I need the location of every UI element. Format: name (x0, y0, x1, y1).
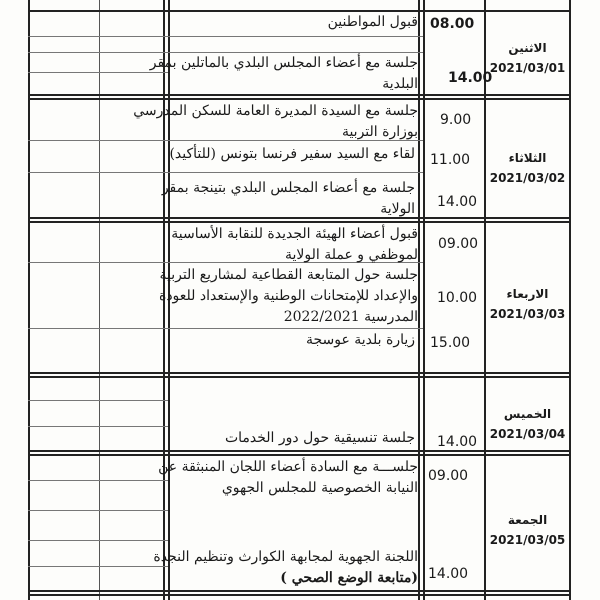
column-divider (418, 0, 420, 600)
event-time: 15.00 (430, 335, 471, 351)
day-separator (28, 454, 571, 456)
event-time: 14.00 (428, 566, 469, 582)
event-time: 09.00 (428, 468, 469, 484)
day-name: الخميس (503, 407, 552, 421)
event-text: قبول أعضاء الهيئة الجديدة للنقابة الأساسية لموظفي و عملة الولاية (171, 226, 418, 263)
column-divider (423, 0, 425, 600)
day-date: 2021/03/03 (489, 307, 566, 321)
row-divider (28, 510, 168, 511)
event-time: 11.00 (430, 152, 471, 168)
day-name: الجمعة (507, 513, 548, 527)
row-divider (28, 540, 168, 541)
day-separator (28, 221, 571, 223)
day-separator (28, 376, 571, 378)
row-divider (28, 328, 423, 329)
event-time: 9.00 (440, 112, 472, 128)
event-time: 14.00 (437, 194, 478, 210)
event-text: اللجنة الجهوية لمجابهة الكوارث وتنظيم النجدة (متابعة الوضع الصحي ) (153, 549, 418, 586)
event-time: 09.00 (438, 236, 479, 252)
event-time: 10.00 (437, 290, 478, 306)
event-text: زيارة بلدية عوسجة (305, 332, 415, 348)
day-name: الاربعاء (506, 287, 549, 301)
day-separator (28, 450, 571, 452)
row-divider (28, 426, 168, 427)
day-name: الثلاثاء (508, 151, 547, 165)
day-label-thursday (486, 404, 569, 444)
day-date: 2021/03/01 (489, 61, 566, 75)
event-text: جلســـة مع السادة أعضاء اللجان المنبثقة عن النيابة الخصوصية للمجلس الجهوي (158, 459, 418, 496)
day-separator (28, 590, 571, 592)
day-separator (28, 98, 571, 100)
row-divider (28, 72, 168, 73)
day-date: 2021/03/02 (489, 171, 566, 185)
day-label-monday (486, 38, 569, 78)
day-name: الاثنين (508, 41, 547, 55)
event-text: قبول المواطنين (327, 14, 418, 30)
event-text: جلسة مع أعضاء المجلس البلدي بتينجة بمقر الولاية (161, 180, 415, 217)
event-time: 14.00 (437, 434, 478, 450)
day-date: 2021/03/05 (489, 533, 566, 547)
row-divider (28, 172, 423, 173)
event-time: 08.00 (430, 16, 475, 32)
row-divider (28, 400, 168, 401)
event-text: لقاء مع السيد سفير فرنسا بتونس (للتأكيد) (169, 146, 415, 162)
table-border-right (569, 0, 571, 600)
day-separator (28, 372, 571, 374)
day-label-friday (486, 510, 569, 550)
row-divider (28, 480, 168, 481)
row-divider (28, 566, 168, 567)
event-text: جلسة حول المتابعة القطاعية لمشاريع التربية والإعداد للإمتحانات الوطنية والإستعداد للعودة المدرسية 2022/2021 (158, 267, 418, 325)
day-separator (28, 10, 571, 12)
row-divider (28, 36, 423, 37)
day-label-tuesday (486, 148, 569, 188)
day-separator (28, 594, 571, 596)
day-label-wednesday (486, 284, 569, 324)
event-text: جلسة تنسيقية حول دور الخدمات (224, 430, 415, 446)
event-text: جلسة مع السيدة المديرة العامة للسكن المدرسي بوزارة التربية (133, 103, 418, 140)
event-text: جلسة مع أعضاء المجلس البلدي بالماتلين بمقر البلدية (149, 55, 418, 92)
day-date: 2021/03/04 (489, 427, 566, 441)
event-time: 14.00 (448, 70, 493, 86)
